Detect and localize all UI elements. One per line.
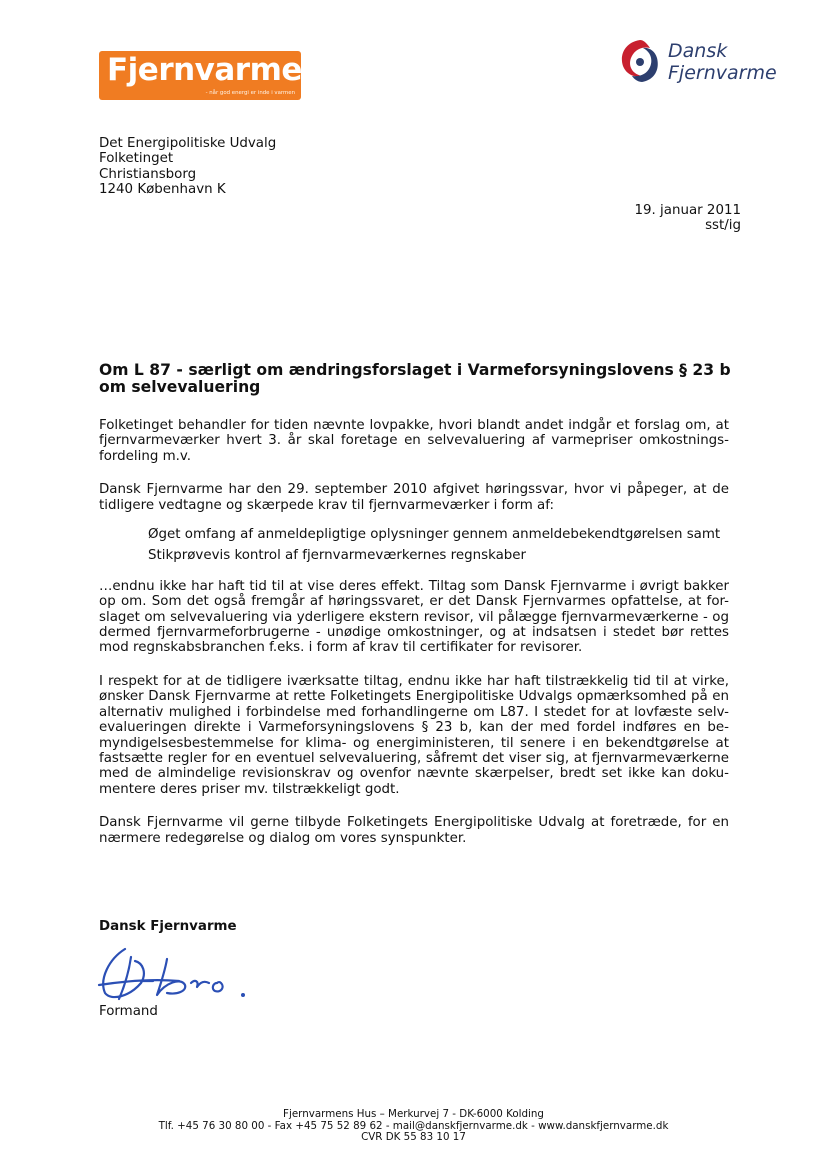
letter-footer	[0, 1109, 827, 1144]
fjernvarme-logo	[99, 51, 301, 100]
subject-heading	[99, 362, 739, 396]
signature-title: Formand	[99, 1004, 158, 1019]
paragraph: …endnu ikke har haft tid til at vise deres effekt. Tiltag som Dansk Fjernvarme i øvrigt bakker op om. Som det også fremgår af høringssvaret, er det Dansk Fjernvarmes opfattelse, at for-slaget om selvevaluering via yderligere ekstern revisor, vil pålægge fjernvarmeværkerne - og dermed fjernvarmeforbrugerne - unødige omkostninger, og at indsatsen i stedet bør rettes mod regnskabsbranchen f.eks. i form af krav til certifikater for revisorer.	[99, 578, 729, 656]
list-item: Stikprøvevis kontrol af fjernvarmeværkernes regnskaber	[148, 548, 527, 564]
logo-line-2: Fjernvarme	[668, 62, 777, 84]
logo-wordmark: Fjernvarme	[107, 52, 302, 88]
list-item: Øget omfang af anmeldepligtige oplysninger gennem anmeldebekendtgørelsen samt	[148, 527, 721, 543]
logo-line-1: Dansk	[668, 40, 728, 62]
address-line: Folketinget	[99, 151, 174, 167]
dansk-fjernvarme-logo	[616, 36, 776, 90]
paragraph: I respekt for at de tidligere iværksatte tiltag, endnu ikke har haft tilstrækkelig tid til at virke, ønsker Dansk Fjernvarme at rette Folketingets Energipolitiske Udvalgs opmærksomhed på en alternativ mulighed i forbindelse med forhandlingerne om L87. I stedet for at lovfæste selv-evalueringen direkte i Varmeforsyningslovens § 23 b, kan der med fordel indføres en be-myndigelsesbestemmelse for klima- og energiministeren, til senere i en bekendtgørelse at fastsætte regler for en eventuel selvevaluering, såfremt det viser sig, at fjernvarmeværkerne med de almindelige revisionskrav og ovenfor nævnte skærpelser, bredt set ikke kan doku-mentere deres priser mv. tilstrækkeligt godt.	[99, 673, 729, 797]
bullet-list	[148, 527, 729, 564]
address-line: Christiansborg	[99, 166, 197, 182]
letter-body	[99, 418, 729, 864]
date-reference	[635, 203, 742, 234]
subject-line-1: Om L 87 - særligt om ændringsforslaget i Varmeforsyningslovens § 23 b	[99, 361, 731, 379]
signature-organization: Dansk Fjernvarme	[99, 919, 237, 934]
footer-contact: Tlf. +45 76 30 80 00 - Fax +45 75 52 89 62 - mail@danskfjernvarme.dk - www.danskfjernvarme.dk	[158, 1119, 669, 1132]
paragraph: Folketinget behandler for tiden nævnte lovpakke, hvori blandt andet indgår et forslag om, at fjernvarmeværker hvert 3. år skal foretage en selvevaluering af varmepriser omkostnings-fordeling m.v.	[99, 418, 729, 464]
footer-cvr: CVR DK 55 83 10 17	[361, 1131, 466, 1144]
swirl-icon	[616, 36, 664, 88]
address-line: Det Energipolitiske Udvalg	[99, 136, 277, 151]
handwritten-signature	[95, 937, 255, 1007]
paragraph: Dansk Fjernvarme har den 29. september 2010 afgivet høringssvar, hvor vi påpeger, at de tidligere vedtagne og skærpede krav til fjernvarmeværker i form af:	[99, 482, 729, 513]
address-line: 1240 København K	[99, 181, 226, 197]
footer-address: Fjernvarmens Hus – Merkurvej 7 - DK-6000 Kolding	[283, 1108, 544, 1120]
paragraph: Dansk Fjernvarme vil gerne tilbyde Folketingets Energipolitiske Udvalg at foretræde, for en nærmere redegørelse og dialog om vores synspunkter.	[99, 815, 729, 846]
letter-date: 19. januar 2011	[634, 203, 741, 218]
dansk-fjernvarme-wordmark	[668, 40, 777, 84]
recipient-address	[99, 136, 276, 197]
subject-line-2: om selvevaluering	[99, 378, 261, 396]
logo-tagline: - når god energi er inde i varmen	[205, 90, 295, 96]
letter-ref: sst/ig	[705, 218, 741, 234]
